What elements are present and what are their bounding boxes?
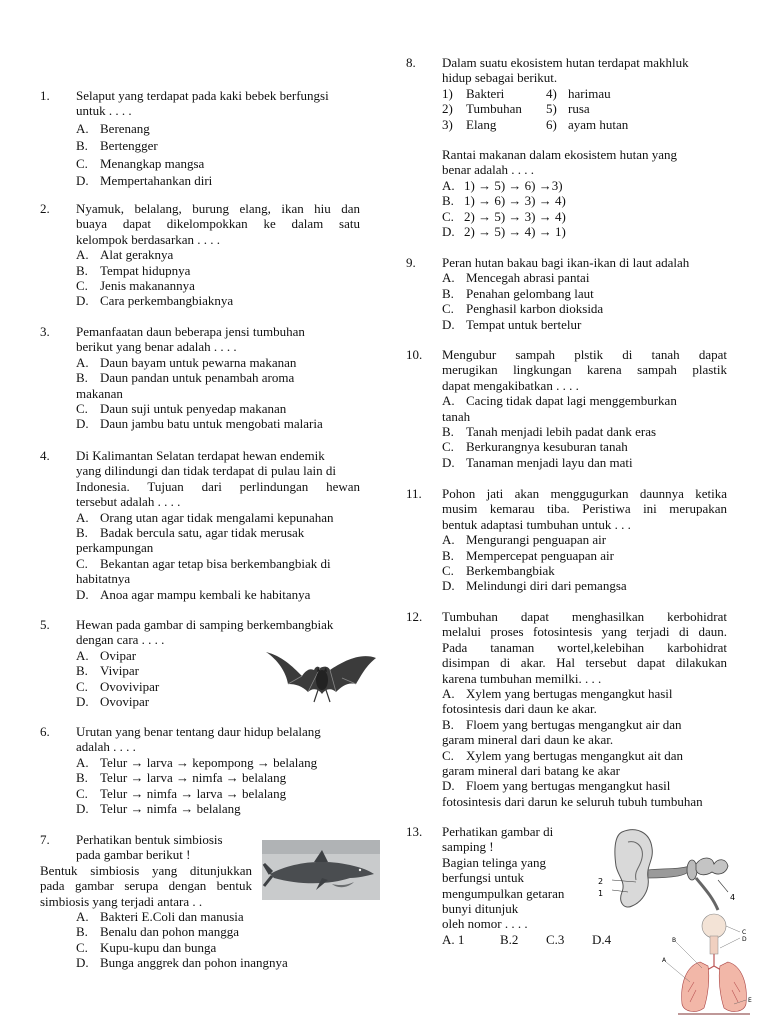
question-text: Nyamuk, belalang, burung elang, ikan hiu dan xyxy=(76,201,360,216)
question-text: kelompok berdasarkan . . . . xyxy=(76,231,221,247)
option-b[interactable]: B. Bertengger xyxy=(76,138,158,154)
option-c[interactable]: C. Kupu-kupu dan bunga xyxy=(76,939,217,955)
option-c-cont: habitatnya xyxy=(76,571,131,587)
question-number: 13. xyxy=(406,824,423,839)
option-d-cont: fotosintesis dari darun ke seluruh tubuh tumbuhan xyxy=(442,793,703,809)
option-b[interactable]: B. Floem yang bertugas mengangkut air dan xyxy=(442,716,682,732)
option-c[interactable]: C. 2) → 5) → 3) → 4) xyxy=(442,208,566,224)
option-a[interactable]: A. Cacing tidak dapat lagi menggemburkan xyxy=(442,393,677,409)
option-c[interactable]: C. Menangkap mangsa xyxy=(76,155,205,171)
question-text: Perhatikan bentuk simbiosis xyxy=(76,832,223,847)
option-b[interactable]: B. Daun pandan untuk penambah aroma xyxy=(76,370,295,386)
question-text: Selaput yang terdapat pada kaki bebek berfungsi xyxy=(76,88,329,103)
question-text: Mengubur sampah plstik di tanah dapat xyxy=(442,347,727,362)
question-text: Di Kalimantan Selatan terdapat hewan endemik xyxy=(76,448,325,463)
question-number: 9. xyxy=(406,255,416,270)
option-a[interactable]: A. Ovipar xyxy=(76,647,137,663)
question-text: untuk . . . . xyxy=(76,103,132,119)
question-text: Tumbuhan dapat menghasilkan kerbohidrat xyxy=(442,609,727,624)
question-number: 1. xyxy=(40,88,50,103)
question-text: Dalam suatu ekosistem hutan terdapat makhluk xyxy=(442,55,689,70)
question-text: Pohon jati akan menggugurkan daunnya ketika xyxy=(442,486,727,501)
respiratory-diagram-image xyxy=(660,912,760,1022)
option-c[interactable]: C. Berkurangnya kesuburan tanah xyxy=(442,439,628,455)
option-d[interactable]: D. 2) → 5) → 4) → 1) xyxy=(442,224,566,240)
option-b[interactable]: B. Badak bercula satu, agar tidak merusak xyxy=(76,525,305,541)
question-text: Bagian telinga yang xyxy=(442,854,546,870)
question-number: 4. xyxy=(40,448,50,463)
question-text: tersebut adalah . . . . xyxy=(76,494,181,510)
question-number: 5. xyxy=(40,617,50,632)
question-text: Peran hutan bakau bagi ikan-ikan di laut adalah xyxy=(442,255,690,270)
question-text: samping ! xyxy=(442,839,494,855)
organism-item: 1) Bakteri 4) harimau xyxy=(442,85,611,101)
option-a[interactable]: A. Mencegah abrasi pantai xyxy=(442,270,590,286)
question-number: 7. xyxy=(40,832,50,847)
question-text: berikut yang benar adalah . . . . xyxy=(76,339,237,355)
organism-item: 3) Elang 6) ayam hutan xyxy=(442,116,629,132)
question-text: bentuk adaptasi tumbuhan untuk . . . xyxy=(442,516,631,532)
question-text: karena tumbuhan memilki. . . . xyxy=(442,670,602,686)
option-d[interactable]: D. Bunga anggrek dan pohon inangnya xyxy=(76,955,288,971)
option-a[interactable]: A. Orang utan agar tidak mengalami kepunahan xyxy=(76,509,334,525)
ear-label-2: 2 xyxy=(598,877,604,886)
option-d[interactable]: D. Daun jambu batu untuk mengobati malaria xyxy=(76,416,323,432)
option-c[interactable]: C.3 xyxy=(546,931,565,947)
question-text: oleh nomor . . . . xyxy=(442,916,528,932)
option-c[interactable]: C. Telur → nimfa → larva → belalang xyxy=(76,785,287,801)
option-c[interactable]: C. Bekantan agar tetap bisa berkembangbiak di xyxy=(76,555,331,571)
option-a[interactable]: A. Mengurangi penguapan air xyxy=(442,532,607,548)
option-a-cont: fotosintesis dari daun ke akar. xyxy=(442,701,597,717)
option-a[interactable]: A. Daun bayam untuk pewarna makanan xyxy=(76,354,297,370)
lung-label-c: C xyxy=(742,929,747,936)
option-a[interactable]: A. Telur → larva → kepompong → belalang xyxy=(76,754,318,770)
question-number: 10. xyxy=(406,347,423,362)
option-d[interactable]: D. Tempat untuk bertelur xyxy=(442,316,582,332)
lung-label-b: B xyxy=(672,937,677,944)
option-a[interactable]: A. 1 xyxy=(442,931,465,947)
option-d[interactable]: D. Tanaman menjadi layu dan mati xyxy=(442,454,633,470)
bat-image xyxy=(262,640,380,710)
ear-diagram-image xyxy=(592,826,742,920)
question-number: 3. xyxy=(40,324,50,339)
question-text: disimpan di akar. Hal tersebut dapat dilakukan xyxy=(442,655,727,671)
lung-label-e: E xyxy=(748,997,752,1004)
question-text: melalui proses fotosintesis yang terjadi di daun. xyxy=(442,624,727,640)
answer-options xyxy=(442,931,612,947)
question-text: Pemanfaatan daun beberapa jensi tumbuhan xyxy=(76,324,305,339)
option-a[interactable]: A. Alat geraknya xyxy=(76,247,174,263)
option-a[interactable]: A. Berenang xyxy=(76,120,150,136)
question-number: 12. xyxy=(406,609,423,624)
question-number: 8. xyxy=(406,55,416,70)
question-text: Indonesia. Tujuan dari perlindungan hewan xyxy=(76,478,360,494)
option-b[interactable]: B. Penahan gelombang laut xyxy=(442,285,594,301)
option-b[interactable]: B. 1) → 6) → 3) → 4) xyxy=(442,193,566,209)
option-b[interactable]: B. Tanah menjadi lebih padat dank eras xyxy=(442,424,657,440)
option-b[interactable]: B. Tempat hidupnya xyxy=(76,262,191,278)
question-text: dapat mengakibatkan . . . . xyxy=(442,377,579,393)
option-d[interactable]: D. Cara perkembangbiaknya xyxy=(76,293,234,309)
ear-label-1: 1 xyxy=(598,889,604,898)
question-text: musim kemarau tiba. Peristiwa ini merupakan xyxy=(442,501,727,517)
option-b-cont: garam mineral dari daun ke akar. xyxy=(442,732,614,748)
option-b[interactable]: B. Telur → larva → nimfa → belalang xyxy=(76,770,287,786)
option-d[interactable]: D. Telur → nimfa → belalang xyxy=(76,801,241,817)
option-a[interactable]: A. Bakteri E.Coli dan manusia xyxy=(76,909,244,924)
option-b-cont: perkampungan xyxy=(76,540,154,556)
option-c[interactable]: C. Berkembangbiak xyxy=(442,563,555,579)
option-d[interactable]: D.4 xyxy=(592,931,612,947)
question-text: bunyi ditunjuk xyxy=(442,901,519,917)
option-c[interactable]: C. Jenis makanannya xyxy=(76,278,195,294)
option-c[interactable]: C. Ovovivipar xyxy=(76,678,160,694)
question-text: buaya dapat dikelompokkan ke dalam satu xyxy=(76,216,360,232)
question-text: benar adalah . . . . xyxy=(442,162,535,178)
option-c[interactable]: C. Xylem yang bertugas mengangkut ait dan xyxy=(442,747,683,763)
option-c[interactable]: C. Daun suji untuk penyedap makanan xyxy=(76,401,287,417)
question-text: pada gambar berikut ! xyxy=(76,847,191,863)
option-d[interactable]: D. Melindungi diri dari pemangsa xyxy=(442,578,627,594)
question-text: pada gambar serupa dengan bentuk xyxy=(40,878,252,894)
option-b[interactable]: B. Mempercepat penguapan air xyxy=(442,547,614,563)
question-text: hidup sebagai berikut. xyxy=(442,70,558,86)
question-text: mengumpulkan getaran xyxy=(442,885,565,901)
option-b-cont: makanan xyxy=(76,385,123,401)
option-c-cont: garam mineral dari batang ke akar xyxy=(442,763,620,779)
lung-label-d: D xyxy=(742,936,747,943)
question-text: simbiosis yang terjadi antara . . xyxy=(40,893,203,909)
question-text: berfungsi untuk xyxy=(442,870,524,886)
question-text: yang dilindungi dan tidak terdapat di pulau lain di xyxy=(76,463,336,479)
option-d[interactable]: D. Mempertahankan diri xyxy=(76,173,213,189)
option-d[interactable]: D. Ovovipar xyxy=(76,694,150,710)
option-d[interactable]: D. Anoa agar mampu kembali ke habitanya xyxy=(76,586,311,602)
option-d[interactable]: D. Floem yang bertugas mengangkut hasil xyxy=(442,778,671,794)
question-text: Rantai makanan dalam ekosistem hutan yang xyxy=(442,147,678,163)
option-a-cont: tanah xyxy=(442,408,471,424)
option-b[interactable]: B. Vivipar xyxy=(76,663,139,679)
ear-label-4: 4 xyxy=(730,893,736,902)
option-a[interactable]: A. Xylem yang bertugas mengangkut hasil xyxy=(442,686,673,702)
lung-label-a: A xyxy=(662,957,667,964)
option-c[interactable]: C. Penghasil karbon dioksida xyxy=(442,301,604,317)
shark-image xyxy=(262,840,380,900)
option-b[interactable]: B.2 xyxy=(500,931,519,947)
organism-item: 2) Tumbuhan 5) rusa xyxy=(442,101,590,117)
question-text: Bentuk simbiosis yang ditunjukkan xyxy=(40,863,252,878)
question-text: adalah . . . . xyxy=(76,739,136,755)
question-number: 6. xyxy=(40,724,50,739)
option-b[interactable]: B. Benalu dan pohon mangga xyxy=(76,924,239,940)
question-text: merugikan lingkungan karena sampah plastik xyxy=(442,362,727,378)
question-text: Perhatikan gambar di xyxy=(442,824,554,839)
question-text: Hewan pada gambar di samping berkembangbiak xyxy=(76,617,334,632)
question-number: 11. xyxy=(406,486,422,501)
option-a[interactable]: A. 1) → 5) → 6) →3) xyxy=(442,177,563,193)
question-text: Urutan yang benar tentang daur hidup belalang xyxy=(76,724,321,739)
question-number: 2. xyxy=(40,201,50,216)
question-text: Pada tanaman wortel,kelebihan karbohidrat xyxy=(442,639,727,655)
question-text: dengan cara . . . . xyxy=(76,632,165,648)
